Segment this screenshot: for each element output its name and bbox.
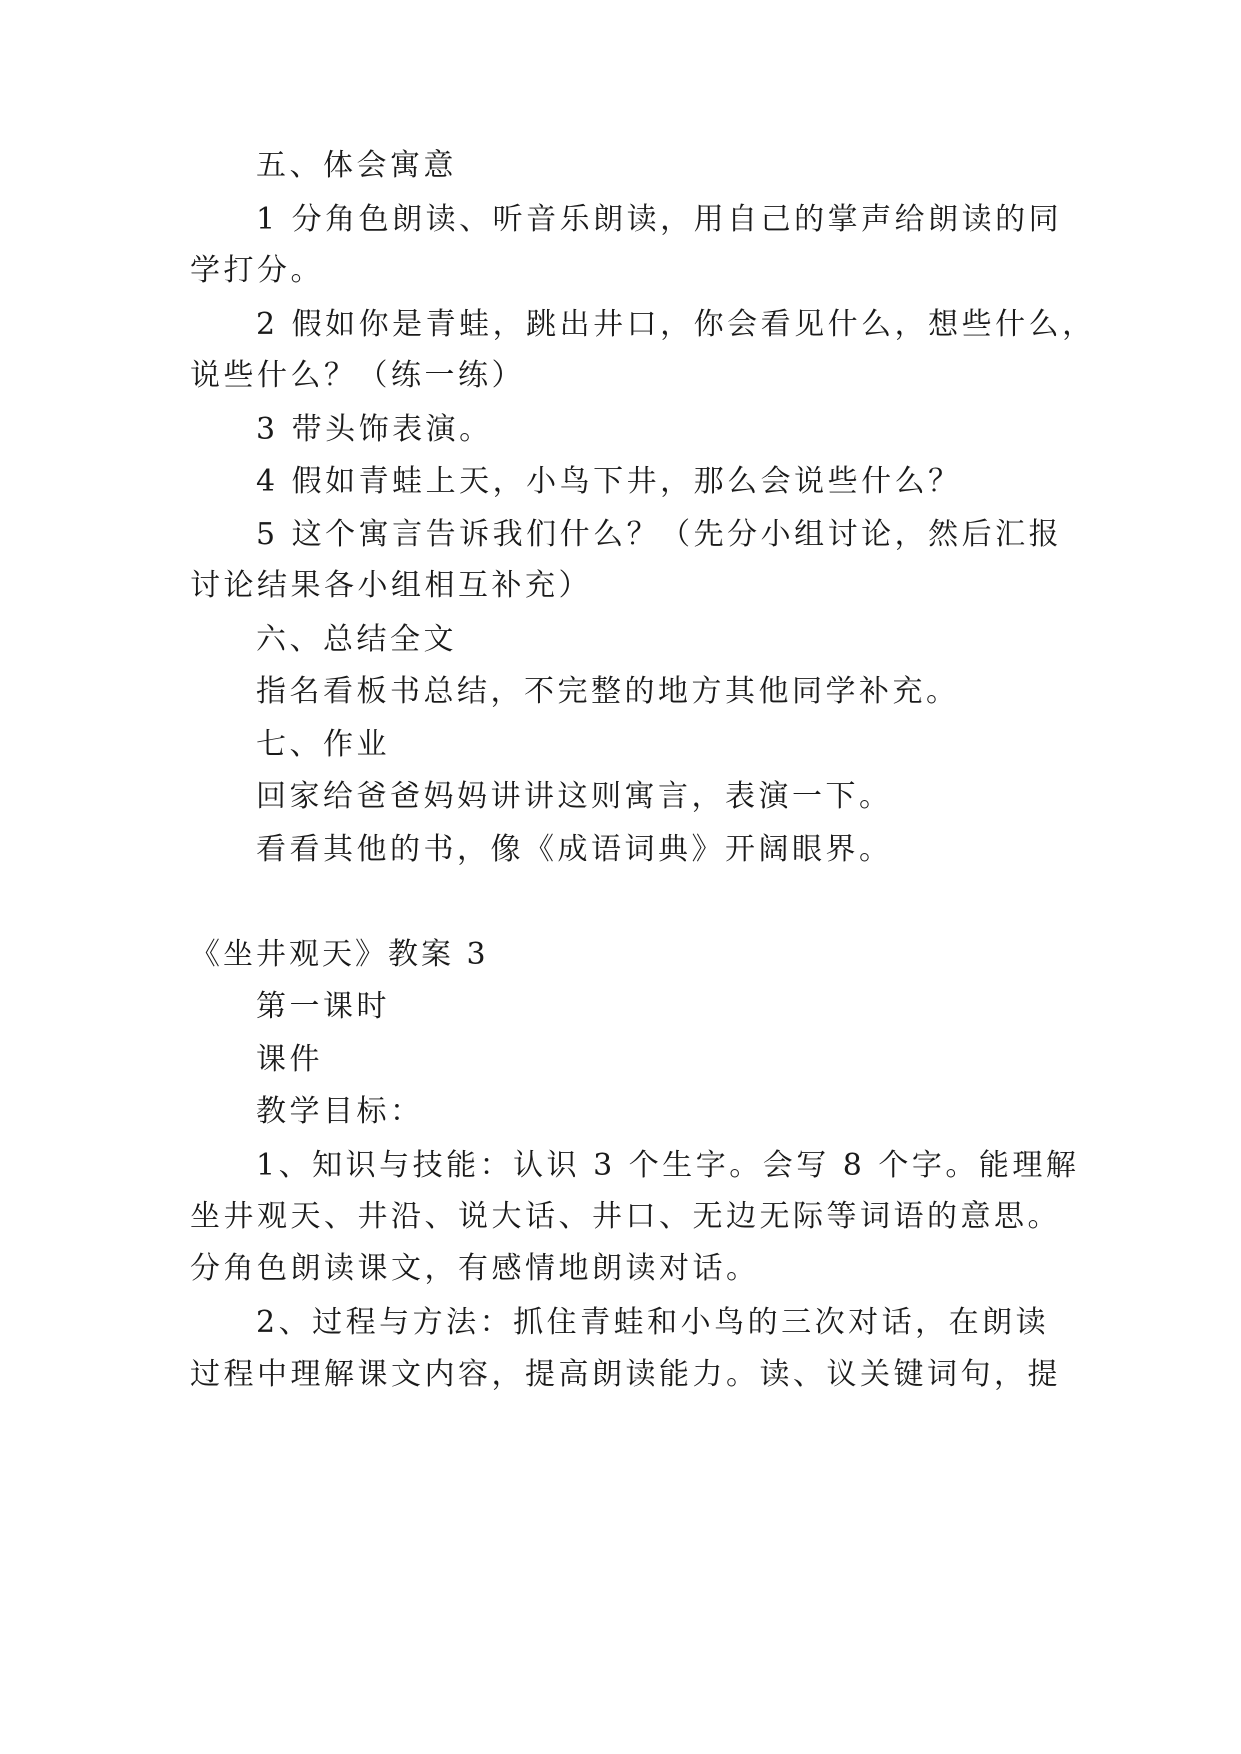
section-five-heading: 五、体会寓意 [256, 148, 457, 183]
section-five-item-2: 2 假如你是青蛙，跳出井口，你会看见什么，想些什么， [256, 307, 1096, 342]
objective-2: 2、过程与方法：抓住青蛙和小鸟的三次对话，在朗读 [256, 1305, 1050, 1340]
section-seven-text-2: 看看其他的书，像《成语词典》开阔眼界。 [256, 832, 893, 867]
section-five-item-1: 1 分角色朗读、听音乐朗读，用自己的掌声给朗读的同 [256, 202, 1063, 237]
objectives-heading: 教学目标： [256, 1094, 424, 1129]
section-seven-heading: 七、作业 [256, 727, 390, 762]
section-five-item-3: 3 带头饰表演。 [256, 412, 493, 447]
lesson-plan-3-title: 《坐井观天》教案 3 [190, 937, 489, 972]
lesson-period: 第一课时 [256, 989, 390, 1024]
courseware-label: 课件 [256, 1042, 323, 1077]
objective-1-continued: 坐井观天、井沿、说大话、井口、无边无际等词语的意思。 [190, 1199, 1061, 1234]
objective-1: 1、知识与技能：认识 3 个生字。会写 8 个字。能理解 [256, 1148, 1080, 1183]
section-seven-text-1: 回家给爸爸妈妈讲讲这则寓言，表演一下。 [256, 779, 893, 814]
objective-2-continued: 过程中理解课文内容，提高朗读能力。读、议关键词句，提 [190, 1357, 1061, 1392]
section-five-item-5-continued: 讨论结果各小组相互补充） [190, 568, 592, 603]
section-five-item-2-continued: 说些什么？（练一练） [190, 358, 525, 393]
section-six-heading: 六、总结全文 [256, 622, 457, 657]
section-five-item-1-continued: 学打分。 [190, 253, 324, 288]
section-five-item-5: 5 这个寓言告诉我们什么？（先分小组讨论，然后汇报 [256, 517, 1063, 552]
section-six-text: 指名看板书总结，不完整的地方其他同学补充。 [256, 674, 960, 709]
objective-1-continued-2: 分角色朗读课文，有感情地朗读对话。 [190, 1251, 760, 1286]
section-five-item-4: 4 假如青蛙上天，小鸟下井，那么会说些什么？ [256, 464, 962, 499]
